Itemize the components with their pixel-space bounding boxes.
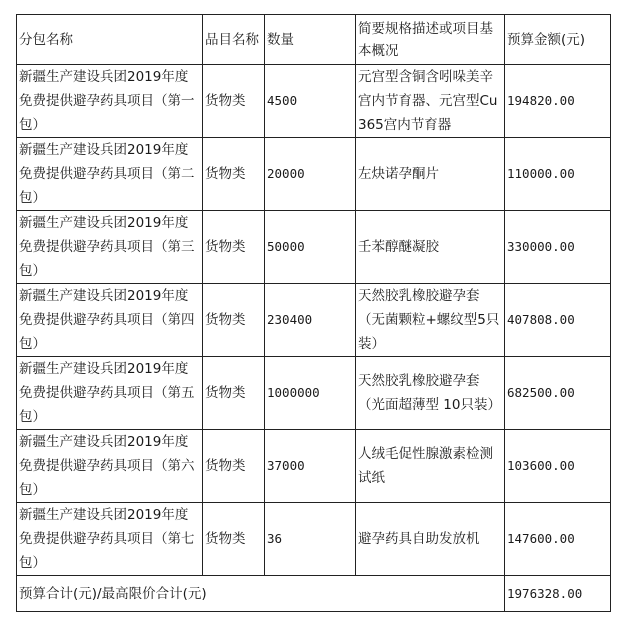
header-quantity: 数量 <box>265 15 356 65</box>
table-row <box>17 503 611 576</box>
table-header-row <box>17 15 611 65</box>
header-category: 品目名称 <box>203 15 265 65</box>
cell-category: 货物类 <box>203 430 265 503</box>
cell-quantity: 4500 <box>265 65 356 138</box>
cell-category: 货物类 <box>203 211 265 284</box>
cell-description: 避孕药具自助发放机 <box>356 503 505 576</box>
header-description: 简要规格描述或项目基本概况 <box>356 15 505 65</box>
cell-description: 左炔诺孕酮片 <box>356 138 505 211</box>
total-row <box>17 576 611 612</box>
cell-description: 壬苯醇醚凝胶 <box>356 211 505 284</box>
cell-quantity: 50000 <box>265 211 356 284</box>
cell-description: 人绒毛促性腺激素检测试纸 <box>356 430 505 503</box>
cell-package-name: 新疆生产建设兵团2019年度免费提供避孕药具项目（第一包） <box>17 65 203 138</box>
cell-quantity: 36 <box>265 503 356 576</box>
cell-budget: 194820.00 <box>505 65 611 138</box>
cell-package-name: 新疆生产建设兵团2019年度免费提供避孕药具项目（第四包） <box>17 284 203 357</box>
total-value: 1976328.00 <box>505 576 611 612</box>
cell-description: 元宫型含铜含吲哚美辛宫内节育器、元宫型Cu365宫内节育器 <box>356 65 505 138</box>
table-row <box>17 65 611 138</box>
cell-category: 货物类 <box>203 357 265 430</box>
table-row <box>17 357 611 430</box>
total-label: 预算合计(元)/最高限价合计(元) <box>17 576 505 612</box>
cell-category: 货物类 <box>203 138 265 211</box>
procurement-table <box>16 14 611 612</box>
table-row <box>17 211 611 284</box>
cell-package-name: 新疆生产建设兵团2019年度免费提供避孕药具项目（第二包） <box>17 138 203 211</box>
cell-package-name: 新疆生产建设兵团2019年度免费提供避孕药具项目（第七包） <box>17 503 203 576</box>
cell-description: 天然胶乳橡胶避孕套（光面超薄型 10只装） <box>356 357 505 430</box>
table-row <box>17 430 611 503</box>
cell-quantity: 37000 <box>265 430 356 503</box>
cell-category: 货物类 <box>203 65 265 138</box>
cell-quantity: 1000000 <box>265 357 356 430</box>
cell-description: 天然胶乳橡胶避孕套（无菌颗粒+螺纹型5只装） <box>356 284 505 357</box>
cell-package-name: 新疆生产建设兵团2019年度免费提供避孕药具项目（第五包） <box>17 357 203 430</box>
cell-quantity: 230400 <box>265 284 356 357</box>
cell-budget: 682500.00 <box>505 357 611 430</box>
cell-package-name: 新疆生产建设兵团2019年度免费提供避孕药具项目（第三包） <box>17 211 203 284</box>
cell-category: 货物类 <box>203 284 265 357</box>
header-budget: 预算金额(元) <box>505 15 611 65</box>
cell-quantity: 20000 <box>265 138 356 211</box>
cell-package-name: 新疆生产建设兵团2019年度免费提供避孕药具项目（第六包） <box>17 430 203 503</box>
cell-budget: 330000.00 <box>505 211 611 284</box>
cell-budget: 147600.00 <box>505 503 611 576</box>
header-package-name: 分包名称 <box>17 15 203 65</box>
cell-budget: 103600.00 <box>505 430 611 503</box>
table-row <box>17 138 611 211</box>
cell-budget: 407808.00 <box>505 284 611 357</box>
cell-budget: 110000.00 <box>505 138 611 211</box>
procurement-table-container <box>16 14 610 612</box>
cell-category: 货物类 <box>203 503 265 576</box>
table-row <box>17 284 611 357</box>
